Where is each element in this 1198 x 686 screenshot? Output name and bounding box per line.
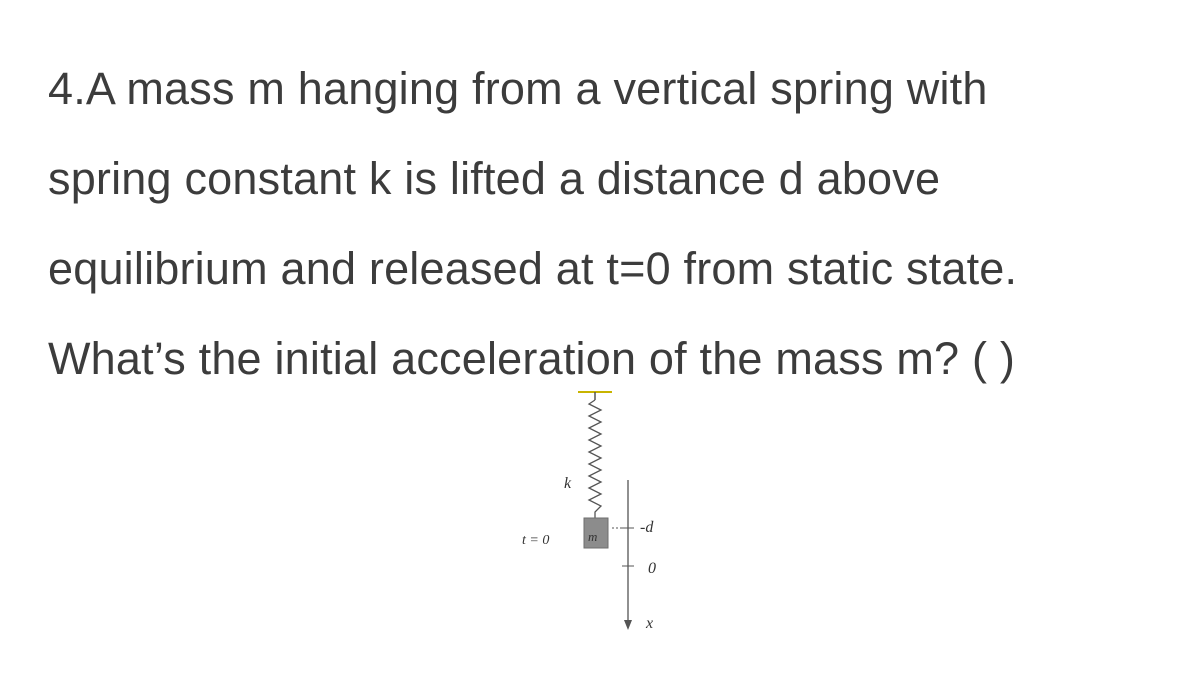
question-line-3: equilibrium and released at t=0 from static state. (48, 243, 1018, 294)
spring-mass-diagram (500, 388, 700, 648)
spring-mass-figure (500, 388, 700, 648)
axis-label-x: x (646, 615, 654, 632)
axis-label-zero: 0 (648, 560, 656, 577)
spring-coil (589, 400, 601, 518)
axis-label-minus-d: -d (640, 519, 654, 536)
axis-arrowhead (624, 620, 632, 630)
time-label: t = 0 (522, 533, 550, 548)
spring-label: k (564, 475, 572, 492)
mass-label: m (588, 529, 598, 544)
question-line-1: 4.A mass m hanging from a vertical spring with (48, 63, 988, 114)
question-line-4: What’s the initial acceleration of the mass m? ( ) (48, 333, 1016, 384)
question-text (48, 44, 1178, 404)
question-line-2: spring constant k is lifted a distance d above (48, 153, 941, 204)
